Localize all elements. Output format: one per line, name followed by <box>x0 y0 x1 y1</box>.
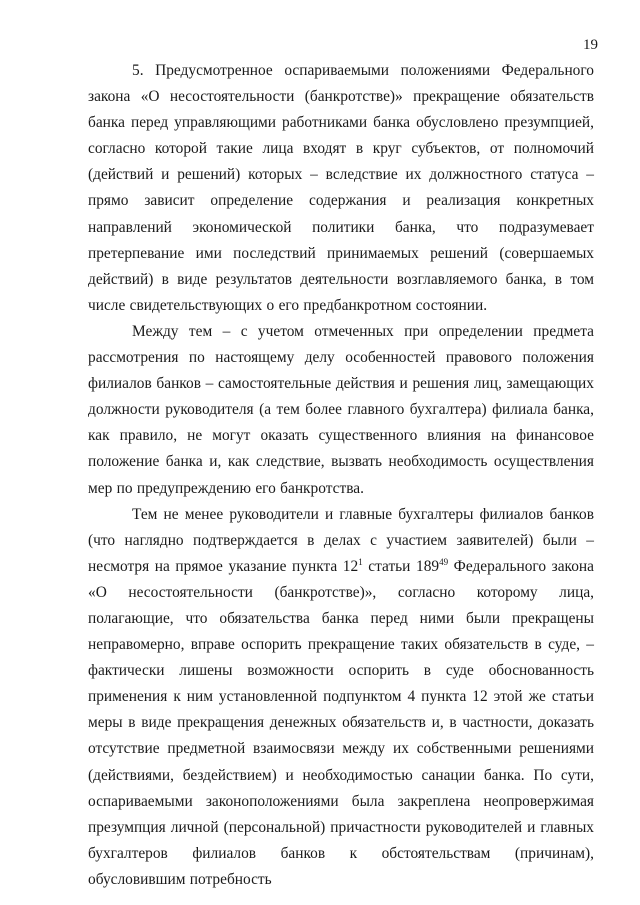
paragraph-meanwhile: Между тем – с учетом отмеченных при определении предмета рассмотрения по настоящему делу особенностей правового положения филиалов банков – самостоятельные действия и решения лиц, замещающих должности руководителя (а тем более главного бухгалтера) филиала банка, как правило, не могут оказать существенного влияния на финансовое положение банка и, как следствие, вызвать необходимость осуществления мер по предупреждению его банкротства. <box>88 322 594 497</box>
paragraph-text-part-2: статьи 189 <box>362 557 440 575</box>
paragraph-text-part-3: Федерального закона «О несостоятельности (банкротстве)», согласно которому лица, полагающие, что обязательства банка перед ними были прекращены неправомерно, вправе оспорить прекращение таких обязательств в суде, – фактически лишены возможности оспорить в суде обоснованность применения к ним установленной подпунктом 4 пункта 12 этой же статьи меры в виде прекращения денежных обязательств и, в частности, доказать отсутствие предметной взаимосвязи между их собственными решениями (действиями, бездействием) и необходимостью санации банка. По сути, оспариваемыми законоположениями была закреплена неопровержимая презумпция личной (персональной) причастности руководителей и главных бухгалтеров филиалов банков к обстоятельствам (причинам), обусловившим потребность <box>88 557 594 888</box>
page-number: 19 <box>583 37 598 53</box>
paragraph-5: 5. Предусмотренное оспариваемыми положениями Федерального закона «О несостоятельности (банкротстве)» прекращение обязательств банка перед управляющими работниками банка обусловлено презумпцией, согласно которой такие лица входят в круг субъектов, от полномочий (действий и решений) которых – вследствие их должностного статуса – прямо зависит определение содержания и реализация конкретных направлений экономической политики банка, что подразумевает претерпевание ими последствий принимаемых решений (совершаемых действий) в виде результатов деятельности возглавляемого банка, в том числе свидетельствующих о его предбанкротном состоянии. <box>88 62 594 314</box>
paragraph-nevertheless <box>88 502 594 893</box>
superscript-49: 49 <box>439 556 449 567</box>
superscript-1: 1 <box>358 556 363 567</box>
paragraph-text-part-1: Тем не менее руководители и главные бухгалтеры филиалов банков (что наглядно подтверждается в делах с участием заявителей) были – несмотря на прямое указание пункта 12 <box>88 505 594 575</box>
document-body <box>88 58 594 893</box>
